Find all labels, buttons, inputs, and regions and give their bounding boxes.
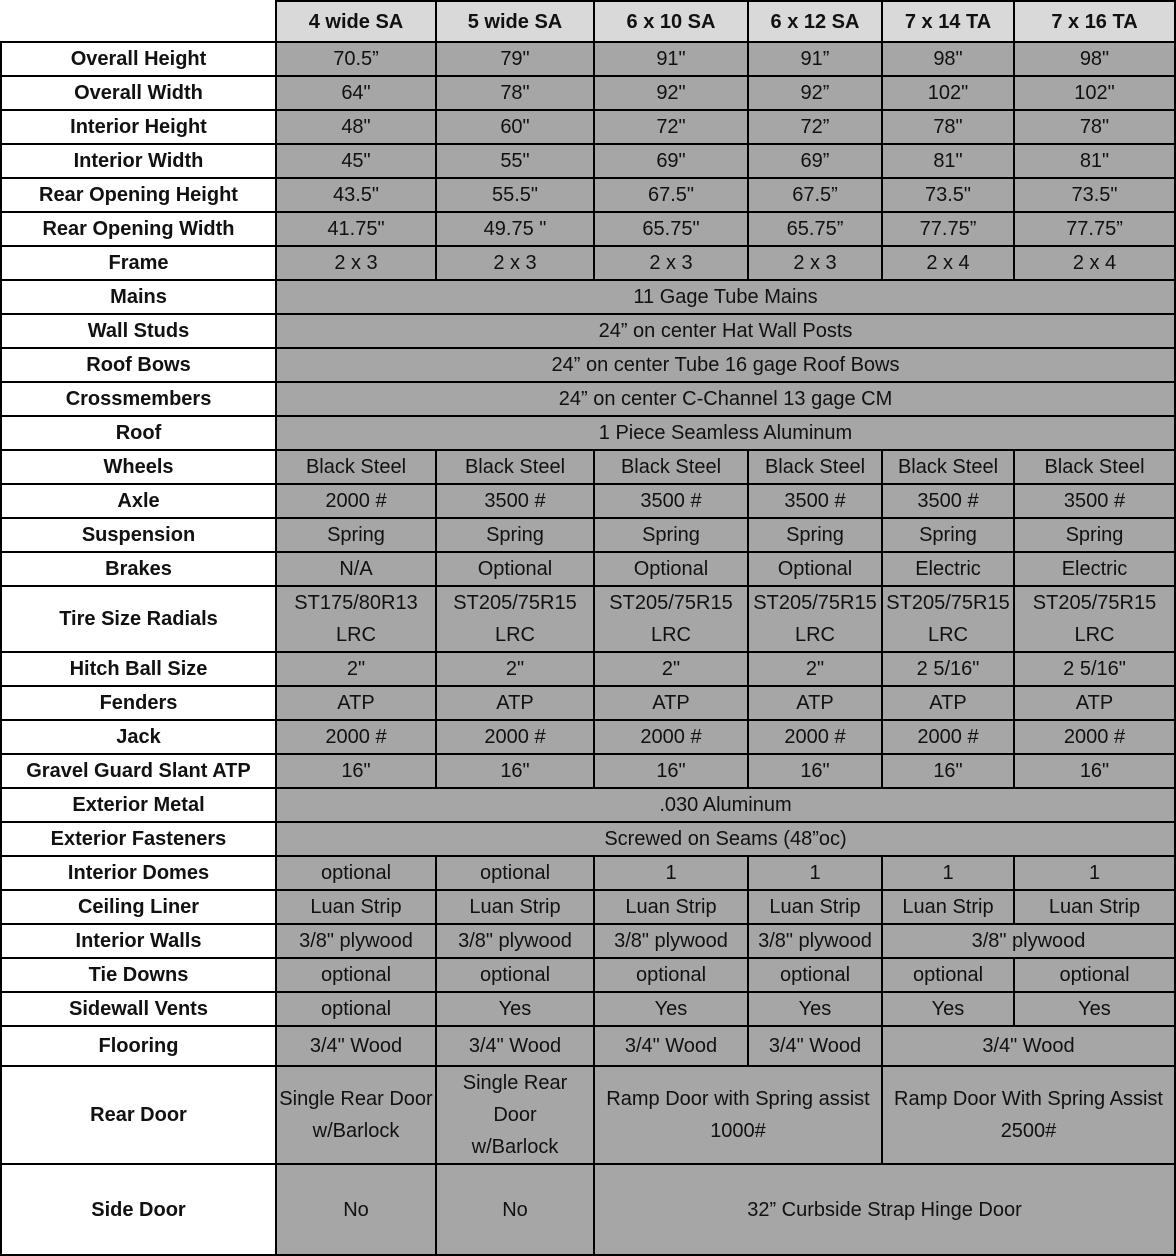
table-cell: 16": [748, 754, 882, 788]
table-cell: [276, 1066, 436, 1164]
row-label: Hitch Ball Size: [1, 652, 276, 686]
table-cell: ATP: [882, 686, 1014, 720]
tire-size-text: ST205/75R15: [753, 592, 877, 614]
table-row: [1, 992, 1175, 1026]
door-type-text: Ramp Door with Spring assist: [606, 1088, 870, 1110]
table-cell: 81": [1014, 144, 1175, 178]
tire-size-text: ST205/75R15: [453, 592, 577, 614]
table-cell: ATP: [276, 686, 436, 720]
table-cell: 2000 #: [1014, 720, 1175, 754]
column-header: 7 x 14 TA: [882, 1, 1014, 42]
table-cell: Luan Strip: [594, 890, 748, 924]
door-type-text: Single Rear Door: [462, 1072, 568, 1126]
table-row: [1, 348, 1175, 382]
table-cell: 3/8" plywood: [748, 924, 882, 958]
table-cell: Luan Strip: [436, 890, 594, 924]
column-header: 6 x 12 SA: [748, 1, 882, 42]
table-cell: optional: [436, 856, 594, 890]
load-range-text: LRC: [494, 624, 535, 646]
row-label: Roof: [1, 416, 276, 450]
table-cell: optional: [594, 958, 748, 992]
table-cell: 3/4" Wood: [882, 1026, 1175, 1066]
table-cell: 65.75”: [748, 212, 882, 246]
row-label: Axle: [1, 484, 276, 518]
table-cell: Black Steel: [276, 450, 436, 484]
table-cell: Optional: [436, 552, 594, 586]
column-header: 7 x 16 TA: [1014, 1, 1175, 42]
table-cell: Black Steel: [436, 450, 594, 484]
table-cell: optional: [276, 856, 436, 890]
table-cell: 91”: [748, 42, 882, 76]
table-cell: Black Steel: [594, 450, 748, 484]
table-cell: [882, 586, 1014, 652]
table-cell: Black Steel: [882, 450, 1014, 484]
table-cell: ATP: [748, 686, 882, 720]
row-label: Crossmembers: [1, 382, 276, 416]
table-cell: 78": [1014, 110, 1175, 144]
table-cell: 69": [594, 144, 748, 178]
row-label: Sidewall Vents: [1, 992, 276, 1026]
row-label: Interior Walls: [1, 924, 276, 958]
table-cell: 1: [748, 856, 882, 890]
table-cell: 98": [882, 42, 1014, 76]
table-cell: 102": [1014, 76, 1175, 110]
table-cell: ATP: [1014, 686, 1175, 720]
tire-size-text: ST175/80R13: [294, 592, 418, 614]
table-cell: 2": [748, 652, 882, 686]
table-row: [1, 518, 1175, 552]
table-cell: 2000 #: [748, 720, 882, 754]
table-cell: ATP: [594, 686, 748, 720]
table-cell: 45": [276, 144, 436, 178]
row-label: Interior Height: [1, 110, 276, 144]
table-cell: 73.5": [882, 178, 1014, 212]
table-cell: 16": [882, 754, 1014, 788]
table-cell: [882, 1066, 1175, 1164]
row-label: Rear Opening Height: [1, 178, 276, 212]
row-label: Rear Door: [1, 1066, 276, 1164]
table-row: [1, 246, 1175, 280]
table-row: [1, 314, 1175, 348]
table-cell: Spring: [748, 518, 882, 552]
load-range-text: LRC: [1074, 624, 1115, 646]
row-label: Wall Studs: [1, 314, 276, 348]
table-cell: .030 Aluminum: [276, 788, 1175, 822]
table-row: [1, 1164, 1175, 1255]
table-cell: Luan Strip: [276, 890, 436, 924]
column-header: 5 wide SA: [436, 1, 594, 42]
table-row: [1, 958, 1175, 992]
table-cell: 78": [882, 110, 1014, 144]
door-rating-text: 1000#: [710, 1120, 766, 1142]
table-cell: optional: [436, 958, 594, 992]
row-label: Side Door: [1, 1164, 276, 1255]
table-cell: Electric: [882, 552, 1014, 586]
row-label: Exterior Metal: [1, 788, 276, 822]
corner-cell: [1, 1, 276, 42]
table-cell: Electric: [1014, 552, 1175, 586]
table-cell: Yes: [1014, 992, 1175, 1026]
table-cell: 3500 #: [594, 484, 748, 518]
row-label: Brakes: [1, 552, 276, 586]
table-cell: 60": [436, 110, 594, 144]
tire-size-text: ST205/75R15: [886, 592, 1010, 614]
table-row: [1, 76, 1175, 110]
table-cell: 2 x 3: [436, 246, 594, 280]
table-row: [1, 890, 1175, 924]
table-row: [1, 586, 1175, 652]
door-lock-text: w/Barlock: [312, 1120, 400, 1142]
load-range-text: LRC: [927, 624, 968, 646]
table-cell: 3500 #: [882, 484, 1014, 518]
table-cell: 3500 #: [1014, 484, 1175, 518]
table-cell: optional: [882, 958, 1014, 992]
table-cell: 67.5": [594, 178, 748, 212]
table-cell: 3500 #: [748, 484, 882, 518]
table-cell: 98": [1014, 42, 1175, 76]
table-cell: Yes: [748, 992, 882, 1026]
table-cell: [594, 586, 748, 652]
door-rating-text: 2500#: [1000, 1120, 1057, 1142]
table-cell: No: [436, 1164, 594, 1255]
row-label: Wheels: [1, 450, 276, 484]
table-cell: 55.5": [436, 178, 594, 212]
table-cell: 2 x 3: [748, 246, 882, 280]
table-cell: [276, 586, 436, 652]
table-cell: 1: [594, 856, 748, 890]
table-row: [1, 652, 1175, 686]
table-cell: 48": [276, 110, 436, 144]
table-cell: ATP: [436, 686, 594, 720]
table-cell: 3/4" Wood: [594, 1026, 748, 1066]
table-cell: 2 5/16": [1014, 652, 1175, 686]
table-cell: 3/8" plywood: [276, 924, 436, 958]
header-row: [1, 1, 1175, 42]
row-label: Interior Domes: [1, 856, 276, 890]
table-cell: [594, 1066, 882, 1164]
tire-size-text: ST205/75R15: [1032, 592, 1157, 614]
table-cell: 2000 #: [436, 720, 594, 754]
load-range-text: LRC: [794, 624, 835, 646]
table-cell: 16": [1014, 754, 1175, 788]
table-cell: 2 x 3: [594, 246, 748, 280]
row-label: Gravel Guard Slant ATP: [1, 754, 276, 788]
table-cell: 11 Gage Tube Mains: [276, 280, 1175, 314]
table-row: [1, 788, 1175, 822]
table-row: [1, 110, 1175, 144]
table-cell: 3/4" Wood: [276, 1026, 436, 1066]
table-cell: 2": [436, 652, 594, 686]
table-cell: Spring: [594, 518, 748, 552]
column-header: 6 x 10 SA: [594, 1, 748, 42]
table-row: [1, 754, 1175, 788]
table-cell: 24” on center Tube 16 gage Roof Bows: [276, 348, 1175, 382]
row-label: Overall Height: [1, 42, 276, 76]
table-cell: [436, 1066, 594, 1164]
table-cell: 69”: [748, 144, 882, 178]
column-header: 4 wide SA: [276, 1, 436, 42]
table-cell: Black Steel: [1014, 450, 1175, 484]
table-row: [1, 552, 1175, 586]
table-row: [1, 144, 1175, 178]
table-cell: 65.75": [594, 212, 748, 246]
table-cell: Spring: [1014, 518, 1175, 552]
table-cell: 2": [276, 652, 436, 686]
table-row: [1, 856, 1175, 890]
table-cell: optional: [1014, 958, 1175, 992]
table-cell: Screwed on Seams (48”oc): [276, 822, 1175, 856]
table-cell: 70.5”: [276, 42, 436, 76]
row-label: Suspension: [1, 518, 276, 552]
table-cell: 55": [436, 144, 594, 178]
table-row: [1, 484, 1175, 518]
table-cell: 77.75”: [882, 212, 1014, 246]
table-row: [1, 686, 1175, 720]
row-label: Fenders: [1, 686, 276, 720]
table-row: [1, 416, 1175, 450]
door-lock-text: w/Barlock: [471, 1136, 559, 1158]
table-cell: 78": [436, 76, 594, 110]
table-cell: 24” on center Hat Wall Posts: [276, 314, 1175, 348]
row-label: Tie Downs: [1, 958, 276, 992]
table-cell: 3/8" plywood: [436, 924, 594, 958]
door-type-text: Ramp Door With Spring Assist: [894, 1088, 1163, 1110]
table-cell: N/A: [276, 552, 436, 586]
load-range-text: LRC: [650, 624, 691, 646]
table-cell: 41.75": [276, 212, 436, 246]
table-cell: Spring: [436, 518, 594, 552]
table-cell: 72": [594, 110, 748, 144]
table-cell: 3500 #: [436, 484, 594, 518]
table-row: [1, 280, 1175, 314]
table-cell: 3/4" Wood: [748, 1026, 882, 1066]
table-cell: Luan Strip: [748, 890, 882, 924]
door-type-text: Single Rear Door: [279, 1088, 433, 1110]
table-cell: 1 Piece Seamless Aluminum: [276, 416, 1175, 450]
table-cell: 1: [882, 856, 1014, 890]
table-cell: 3/4" Wood: [436, 1026, 594, 1066]
table-cell: 2 x 3: [276, 246, 436, 280]
table-cell: 2 x 4: [1014, 246, 1175, 280]
row-label: Flooring: [1, 1026, 276, 1066]
table-cell: Spring: [276, 518, 436, 552]
table-cell: Yes: [594, 992, 748, 1026]
table-cell: 72”: [748, 110, 882, 144]
table-cell: Luan Strip: [1014, 890, 1175, 924]
table-cell: 91": [594, 42, 748, 76]
table-cell: 49.75 ": [436, 212, 594, 246]
table-cell: 16": [594, 754, 748, 788]
table-cell: Optional: [748, 552, 882, 586]
row-label: Exterior Fasteners: [1, 822, 276, 856]
table-cell: 73.5": [1014, 178, 1175, 212]
table-cell: 92": [594, 76, 748, 110]
table-cell: optional: [276, 992, 436, 1026]
table-cell: 2000 #: [276, 720, 436, 754]
table-cell: 16": [436, 754, 594, 788]
table-row: [1, 1066, 1175, 1164]
row-label: Mains: [1, 280, 276, 314]
table-row: [1, 924, 1175, 958]
table-cell: 102": [882, 76, 1014, 110]
load-range-text: LRC: [335, 624, 376, 646]
table-cell: No: [276, 1164, 436, 1255]
row-label: Interior Width: [1, 144, 276, 178]
table-row: [1, 1026, 1175, 1066]
table-cell: 3/8" plywood: [882, 924, 1175, 958]
table-row: [1, 450, 1175, 484]
table-cell: Spring: [882, 518, 1014, 552]
table-cell: [748, 586, 882, 652]
table-cell: 2 x 4: [882, 246, 1014, 280]
table-cell: 67.5”: [748, 178, 882, 212]
table-cell: 92”: [748, 76, 882, 110]
table-cell: Yes: [436, 992, 594, 1026]
table-cell: optional: [748, 958, 882, 992]
table-cell: [436, 586, 594, 652]
row-label: Jack: [1, 720, 276, 754]
row-label: Tire Size Radials: [1, 586, 276, 652]
table-cell: 2": [594, 652, 748, 686]
table-row: [1, 212, 1175, 246]
table-cell: Luan Strip: [882, 890, 1014, 924]
table-cell: 77.75”: [1014, 212, 1175, 246]
table-cell: 79": [436, 42, 594, 76]
tire-size-text: ST205/75R15: [609, 592, 733, 614]
table-cell: Yes: [882, 992, 1014, 1026]
table-cell: Optional: [594, 552, 748, 586]
table-cell: 2 5/16": [882, 652, 1014, 686]
table-cell: 16": [276, 754, 436, 788]
table-row: [1, 382, 1175, 416]
row-label: Roof Bows: [1, 348, 276, 382]
row-label: Frame: [1, 246, 276, 280]
table-row: [1, 822, 1175, 856]
table-row: [1, 42, 1175, 76]
table-cell: 24” on center C-Channel 13 gage CM: [276, 382, 1175, 416]
table-cell: 3/8" plywood: [594, 924, 748, 958]
table-cell: 2000 #: [276, 484, 436, 518]
table-cell: 32” Curbside Strap Hinge Door: [594, 1164, 1175, 1255]
row-label: Overall Width: [1, 76, 276, 110]
table-cell: 81": [882, 144, 1014, 178]
table-cell: Black Steel: [748, 450, 882, 484]
table-cell: 1: [1014, 856, 1175, 890]
row-label: Rear Opening Width: [1, 212, 276, 246]
row-label: Ceiling Liner: [1, 890, 276, 924]
table-cell: optional: [276, 958, 436, 992]
table-cell: [1014, 586, 1175, 652]
table-row: [1, 720, 1175, 754]
table-cell: 43.5": [276, 178, 436, 212]
table-row: [1, 178, 1175, 212]
table-cell: 64": [276, 76, 436, 110]
table-cell: 2000 #: [882, 720, 1014, 754]
table-cell: 2000 #: [594, 720, 748, 754]
